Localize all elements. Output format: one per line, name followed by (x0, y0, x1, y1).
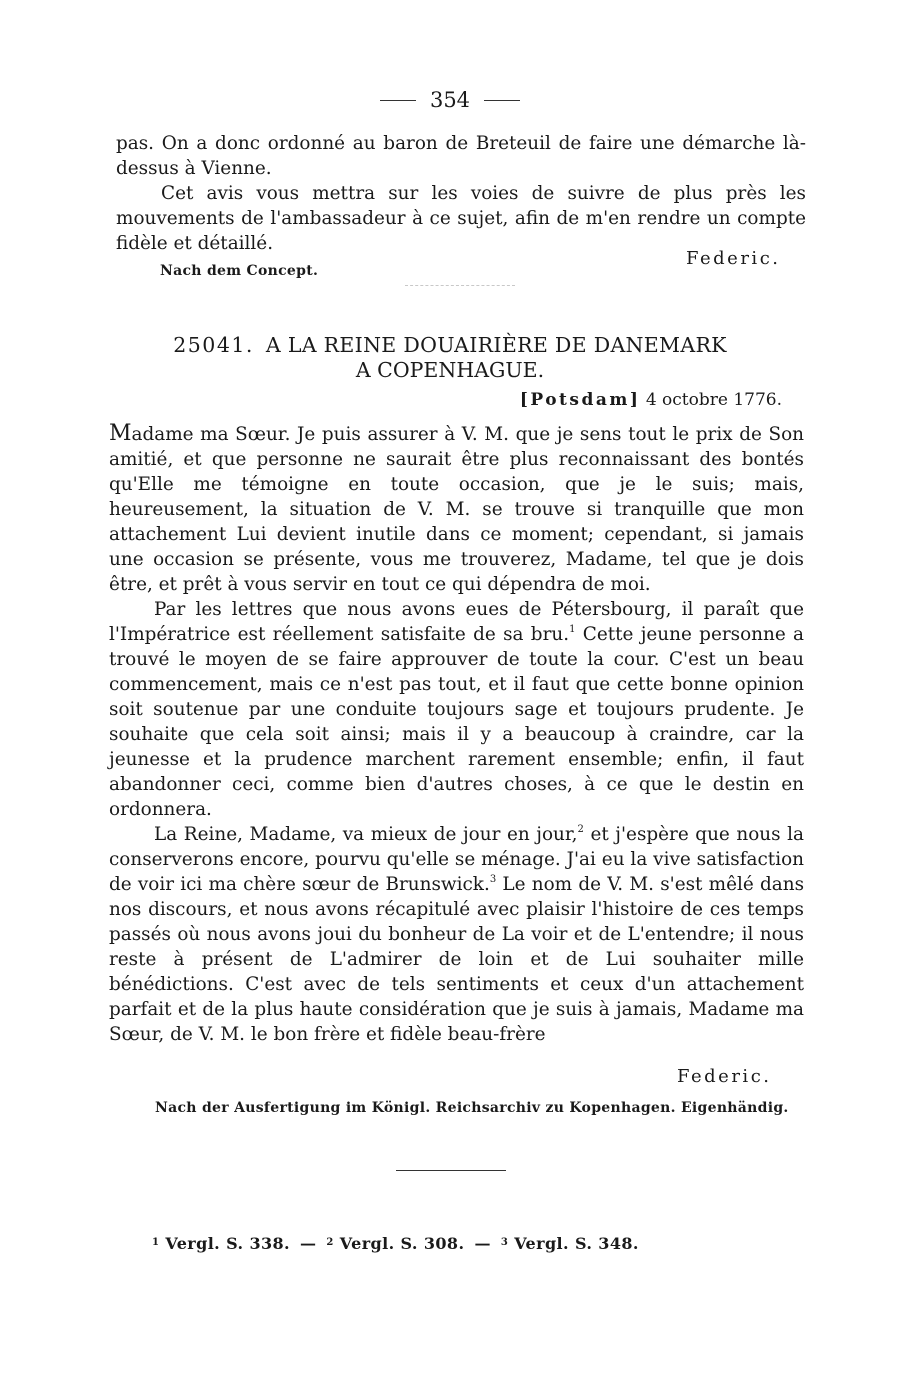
footnote-separator: — (474, 1234, 491, 1253)
header-rule-right (484, 100, 520, 101)
letter-paragraph-2 (109, 597, 804, 822)
page-number: 354 (429, 88, 471, 112)
continuation-paragraph-1: pas. On a donc ordonné au baron de Breteuil de faire une démarche là-dessus à Vienne. (116, 133, 806, 179)
continuation-source-note: Nach dem Concept. (160, 263, 319, 279)
footnote-1 (152, 1234, 290, 1253)
footnote-1-text: Vergl. S. 338. (165, 1234, 291, 1253)
letter-number: 25041. (173, 333, 254, 357)
letter-body (109, 421, 804, 1047)
continuation-signature: Federic. (686, 248, 781, 269)
header-rule-left (380, 100, 416, 101)
letter-signature: Federic. (677, 1066, 772, 1087)
footnote-2 (326, 1234, 464, 1253)
letter-paragraph-1-text: adame ma Sœur. Je puis assurer à V. M. que je sens tout le prix de Son amitié, et que personne ne saurait être plus reconnaissant des bontés qu'Elle me témoigne en toute occasion, que je le suis; mais, heureusement, la situation de V. M. se trouve si tranquille que mon attachement Lui devient inutile dans ce moment; cependant, si jamais une occasion se présente, vous me trouverez, Madame, tel que je dois être, et prêt à vous servir en tout ce qui dépendra de moi. (109, 424, 804, 595)
footnote-3 (501, 1234, 639, 1253)
paragraph-2-text-b: Cette jeune personne a trouvé le moyen de se faire approuver de toute la cour. C'est un beau commencement, mais ce n'est pas tout, et il faut que cette bonne opinion soit soutenue par une conduite toujours sage et toujours prudente. Je souhaite que cela soit ainsi; mais il y a beaucoup à craindre, car la jeunesse et la prudence marchent rarement ensemble; enfin, il faut abandonner ceci, comme bien d'autres choses, à ce que le destin en ordonnera. (109, 624, 804, 820)
letter-title-line-2: A COPENHAGUE. (355, 358, 545, 382)
footnote-1-mark: 1 (152, 1237, 160, 1248)
footnote-3-mark: 3 (500, 1237, 509, 1248)
page-header (0, 88, 900, 112)
footnote-ref-1: 1 (569, 624, 576, 635)
footnote-rule (396, 1170, 506, 1171)
paragraph-3-text-c: Le nom de V. M. s'est mêlé dans nos discours, et nous avons récapitulé avec plaisir l'histoire de ces temps passés où nous avons joui du bonheur de La voir et de L'entendre; il nous reste à présent de L'admirer de loin et de Lui souhaiter mille bénédictions. C'est avec de tels sentiments et ceux d'un attachement parfait et de la plus haute considération que je suis à jamais, Madame ma Sœur, de V. M. le bon frère et fidèle beau-frère (109, 874, 805, 1045)
letter-heading (0, 333, 900, 383)
footnote-3-text: Vergl. S. 348. (514, 1234, 639, 1253)
continuation-text (116, 131, 806, 256)
letter-title-line-1: A LA REINE DOUAIRIÈRE DE DANEMARK (265, 333, 727, 357)
footnote-ref-3: 3 (489, 874, 497, 885)
letter-date: 4 octobre 1776. (645, 390, 782, 410)
initial-letter: M (109, 421, 132, 446)
footnote-ref-2: 2 (577, 824, 584, 835)
continuation-paragraph-2: Cet avis vous mettra sur les voies de suivre de plus près les mouvements de l'ambassadeur à ce sujet, afin de m'en rendre un compte fidèle et détaillé. (116, 183, 806, 254)
letter-source-note: Nach der Ausfertigung im Königl. Reichsarchiv zu Kopenhagen. Eigenhändig. (155, 1100, 789, 1116)
footnote-2-text: Vergl. S. 308. (339, 1234, 465, 1253)
paragraph-2-text-a: Par les lettres que nous avons eues de Pétersbourg, il paraît que l'Impératrice est réellement satisfaite de sa bru. (109, 599, 804, 645)
footnote-separator: — (300, 1234, 317, 1253)
letter-paragraph-1 (109, 421, 804, 597)
footnote-2-mark: 2 (326, 1237, 334, 1248)
paragraph-3-text-b: et j'espère que nous la conserverons encore, pourvu qu'elle se ménage. J'ai eu la vive satisfaction de voir ici ma chère sœur de Brunswick. (109, 824, 804, 895)
letter-dateline (520, 390, 782, 410)
letter-paragraph-3 (109, 822, 804, 1047)
paragraph-3-text-a: La Reine, Madame, va mieux de jour en jour, (154, 824, 578, 845)
footnotes (152, 1234, 639, 1253)
section-divider (405, 285, 515, 286)
letter-place: [Potsdam] (519, 390, 641, 410)
